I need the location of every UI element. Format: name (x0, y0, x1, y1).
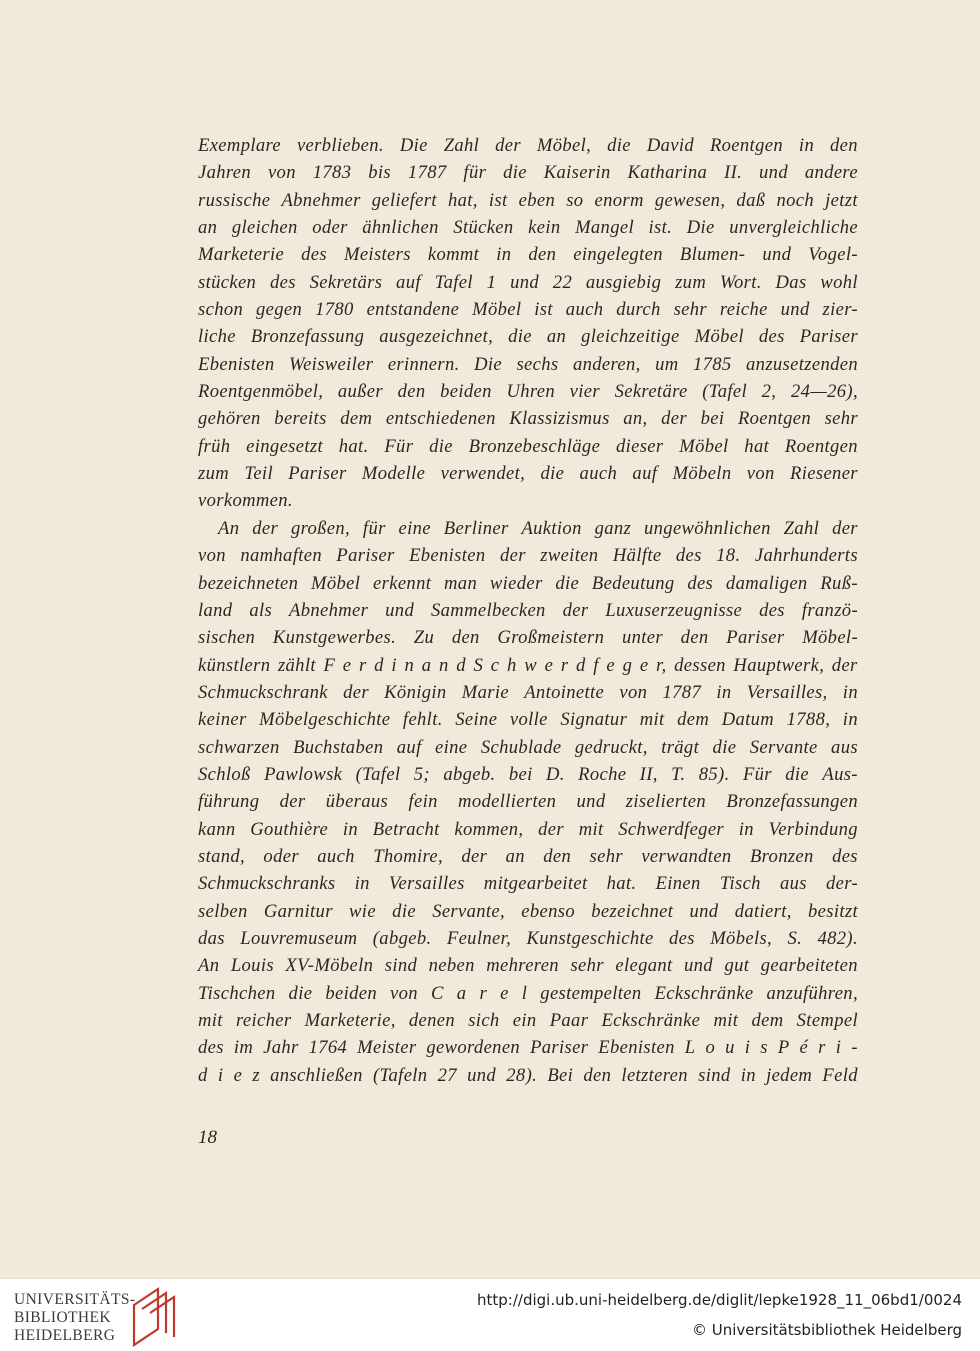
text-line: Roentgenmöbel, außer den beiden Uhren vier Sekretäre (Tafel 2, 24—26), (198, 381, 858, 403)
text-line: gehören bereits dem entschiedenen Klassizismus an, der bei Roentgen sehr (198, 408, 858, 430)
text-line: sischen Kunstgewerbes. Zu den Großmeistern unter den Pariser Möbel- (198, 627, 858, 649)
text-line: russische Abnehmer geliefert hat, ist eben so enorm gewesen, daß noch jetzt (198, 189, 858, 211)
text-line: Schloß Pawlowsk (Tafel 5; abgeb. bei D. Roche II, T. 85). Für die Aus- (198, 763, 858, 785)
text-line: schwarzen Buchstaben auf eine Schublade gedruckt, trägt die Servante aus (198, 736, 858, 758)
library-name-line: HEIDELBERG (14, 1327, 116, 1344)
text-line: An der großen, für eine Berliner Auktion ganz ungewöhnlichen Zahl der (218, 517, 858, 539)
text-line: das Louvremuseum (abgeb. Feulner, Kunstgeschichte des Möbels, S. 482). (198, 927, 858, 949)
text-line: stand, oder auch Thomire, der an den sehr verwandten Bronzen des (198, 845, 858, 867)
text-line: schon gegen 1780 entstandene Möbel ist auch durch sehr reiche und zier- (198, 299, 858, 321)
text-line: bezeichneten Möbel erkennt man wieder die Bedeutung des damaligen Ruß- (198, 572, 858, 594)
text-line: Schmuckschranks in Versailles mitgearbeitet hat. Einen Tisch aus der- (198, 873, 858, 895)
library-logo-icon[interactable] (128, 1285, 180, 1347)
text-line: kann Gouthière in Betracht kommen, der mit Schwerdfeger in Verbindung (198, 818, 858, 840)
text-line: Jahren von 1783 bis 1787 für die Kaiserin Katharina II. und andere (198, 162, 858, 184)
text-line: von namhaften Pariser Ebenisten der zweiten Hälfte des 18. Jahrhunderts (198, 545, 858, 567)
text-line: d i e z anschließen (Tafeln 27 und 28). Bei den letzteren sind in jedem Feld (198, 1064, 858, 1086)
text-line: stücken des Sekretärs auf Tafel 1 und 22 ausgiebig zum Wort. Das wohl (198, 271, 858, 293)
text-line: vorkommen. (198, 490, 293, 512)
footer-bar (0, 1278, 980, 1351)
text-line: liche Bronzefassung ausgezeichnet, die an gleichzeitige Möbel des Pariser (198, 326, 858, 348)
text-line: Marketerie des Meisters kommt in den eingelegten Blumen- und Vogel- (198, 244, 858, 266)
body-text (198, 132, 858, 1089)
text-line: selben Garnitur wie die Servante, ebenso bezeichnet und datiert, besitzt (198, 900, 858, 922)
library-name-line: UNIVERSITÄTS- (14, 1291, 136, 1308)
library-name[interactable] (14, 1291, 135, 1345)
text-line: an gleichen oder ähnlichen Stücken kein Mangel ist. Die unvergleichliche (198, 217, 858, 239)
library-name-line: BIBLIOTHEK (14, 1309, 111, 1326)
text-line: Tischchen die beiden von C a r e l gestempelten Eckschränke anzuführen, (198, 982, 858, 1004)
text-line: Exemplare verblieben. Die Zahl der Möbel, die David Roentgen in den (198, 135, 858, 156)
copyright-notice: © Universitätsbibliothek Heidelberg (691, 1321, 962, 1339)
text-line: Ebenisten Weisweiler erinnern. Die sechs anderen, um 1785 anzusetzenden (198, 353, 858, 375)
text-line: des im Jahr 1764 Meister gewordenen Pariser Ebenisten L o u i s P é r i - (198, 1037, 858, 1059)
text-line: zum Teil Pariser Modelle verwendet, die auch auf Möbeln von Riesener (198, 463, 858, 485)
text-line: Schmuckschrank der Königin Marie Antoinette von 1787 in Versailles, in (198, 681, 858, 703)
text-line: mit reicher Marketerie, denen sich ein Paar Eckschränke mit dem Stempel (198, 1010, 858, 1031)
permalink-url[interactable]: http://digi.ub.uni-heidelberg.de/diglit/lepke1928_11_06bd1/0024 (477, 1291, 962, 1309)
text-line: An Louis XV-Möbeln sind neben mehreren sehr elegant und gut gearbeiteten (198, 955, 858, 977)
text-line: führung der überaus fein modellierten und ziselierten Bronzefassungen (198, 791, 858, 813)
text-line: künstlern zählt F e r d i n a n d S c h w e r d f e g e r, dessen Hauptwerk, der (198, 654, 858, 676)
page-number: 18 (198, 1127, 217, 1148)
text-line: keiner Möbelgeschichte fehlt. Seine volle Signatur mit dem Datum 1788, in (198, 709, 858, 731)
text-line: land als Abnehmer und Sammelbecken der Luxuserzeugnisse des franzö- (198, 599, 858, 621)
text-line: früh eingesetzt hat. Für die Bronzebeschläge dieser Möbel hat Roentgen (198, 435, 858, 457)
